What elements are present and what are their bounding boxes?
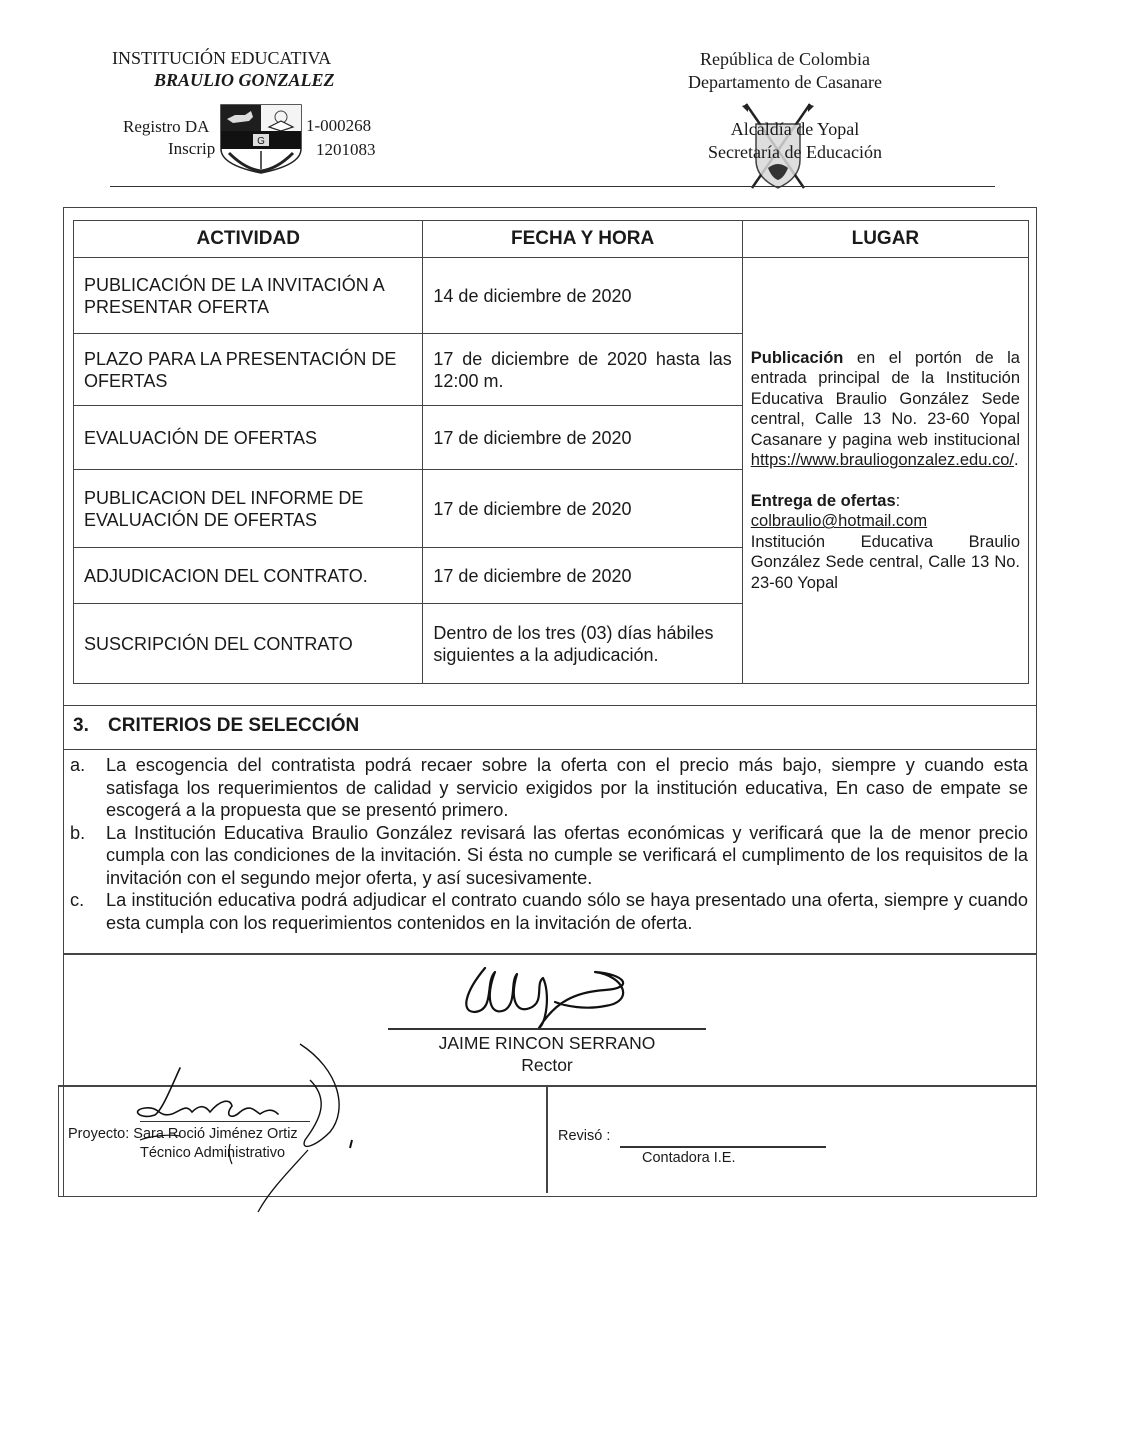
criteria-list <box>70 754 1028 934</box>
column-header-fecha: FECHA Y HORA <box>423 221 742 258</box>
rector-signature-line <box>388 1028 706 1030</box>
fecha-cell: 17 de diciembre de 2020 <box>423 406 742 470</box>
institution-name: BRAULIO GONZALEZ <box>154 70 335 90</box>
lugar-cell <box>742 258 1028 684</box>
entrega-address: Institución Educativa Braulio González Sede central, Calle 13 No. 23-60 Yopal <box>750 532 1020 592</box>
school-crest-icon <box>219 103 303 175</box>
fecha-cell: 17 de diciembre de 2020 hasta las 12:00 m. <box>423 334 742 406</box>
website-link[interactable]: https://www.brauliogonzalez.edu.co/ <box>750 451 1015 470</box>
spacer <box>751 471 1020 491</box>
institution-header <box>112 47 372 91</box>
fecha-cell: Dentro de los tres (03) días hábiles siguientes a la adjudicación. <box>423 604 742 684</box>
secretaria-label: Secretaría de Educación <box>708 142 882 162</box>
list-item <box>70 889 1028 934</box>
column-header-lugar: LUGAR <box>742 221 1028 258</box>
entrega-colon: : <box>895 491 901 510</box>
rector-signature-icon <box>455 962 655 1032</box>
table-header-row <box>74 221 1029 258</box>
list-item-text: La Institución Educativa Braulio González revisará las ofertas económicas y verificará que la de menor precio cumpla con las condiciones de la invitación. Si ésta no cumple se verificará el cumplimento de los requisitos de la invitación con el segundo mejor oferta, y así sucesivamente. <box>106 822 1028 888</box>
actividad-cell: PUBLICACIÓN DE LA INVITACIÓN A PRESENTAR OFERTA <box>74 258 423 334</box>
proyecto-label: Proyecto: Sara Roció Jiménez Ortiz <box>68 1126 298 1142</box>
department-label: Departamento de Casanare <box>688 72 882 92</box>
list-item-label: b. <box>70 822 86 843</box>
section-number: 3. <box>73 715 89 736</box>
proyecto-signature-icon <box>120 1040 360 1220</box>
proyecto-role: Técnico Administrativo <box>140 1145 286 1161</box>
rector-name: JAIME RINCON SERRANO <box>438 1033 656 1053</box>
publicacion-heading: Publicación <box>750 348 844 367</box>
actividad-cell: SUSCRIPCIÓN DEL CONTRATO <box>74 604 423 684</box>
reviso-label: Revisó : <box>558 1128 611 1144</box>
municipal-header <box>690 118 900 164</box>
section-heading <box>63 705 1037 750</box>
actividad-cell: EVALUACIÓN DE OFERTAS <box>74 406 423 470</box>
section-title: CRITERIOS DE SELECCIÓN <box>108 715 360 736</box>
entrega-heading: Entrega de ofertas <box>750 491 896 510</box>
registro-number: 1-000268 <box>306 116 372 135</box>
fecha-cell: 17 de diciembre de 2020 <box>423 548 742 604</box>
government-header <box>670 48 900 94</box>
section-divider <box>63 953 1037 955</box>
table-row <box>74 258 1029 334</box>
country-label: República de Colombia <box>700 49 870 69</box>
fecha-cell: 14 de diciembre de 2020 <box>423 258 742 334</box>
website-link-suffix: . <box>1014 451 1019 470</box>
inscripcion-number: 1201083 <box>316 140 376 159</box>
list-item <box>70 754 1028 822</box>
institution-type: INSTITUCIÓN EDUCATIVA <box>112 48 332 68</box>
reviso-signature-line <box>620 1146 826 1148</box>
header-divider <box>110 186 995 187</box>
registration-block <box>123 116 215 160</box>
rector-title: Rector <box>521 1055 573 1075</box>
fecha-cell: 17 de diciembre de 2020 <box>423 470 742 548</box>
svg-text:G: G <box>257 136 265 147</box>
list-item-label: c. <box>70 890 85 910</box>
schedule-table <box>73 220 1029 684</box>
list-item-label: a. <box>70 755 86 775</box>
publicacion-text: en el portón de la entrada principal de la Institución Educativa Braulio González Sede central, Calle 13 No. 23-60 Yopal Casanare y pagina web institucional <box>750 348 1020 449</box>
reviso-role: Contadora I.E. <box>642 1150 736 1166</box>
email-link[interactable]: colbraulio@hotmail.com <box>750 512 928 531</box>
actividad-cell: ADJUDICACION DEL CONTRATO. <box>74 548 423 604</box>
column-header-actividad: ACTIVIDAD <box>74 221 423 258</box>
list-item-text: La institución educativa podrá adjudicar el contrato cuando sólo se haya presentado una oferta, siempre y cuando esta cumpla con los requerimientos contenidos en la invitación de oferta. <box>106 890 1028 933</box>
actividad-cell: PLAZO PARA LA PRESENTACIÓN DE OFERTAS <box>74 334 423 406</box>
approval-column-divider <box>546 1085 548 1193</box>
list-item-text: La escogencia del contratista podrá recaer sobre la oferta con el precio más bajo, siempre y cuando esta satisfaga los requerimientos de calidad y servicio exigidos por la institución educativa, En caso de empate se escogerá a la propuesta que se presentó primero. <box>106 755 1028 820</box>
actividad-cell: PUBLICACION DEL INFORME DE EVALUACIÓN DE OFERTAS <box>74 470 423 548</box>
registro-label: Registro DA <box>123 117 210 136</box>
list-item <box>70 822 1028 890</box>
inscripcion-label: Inscrip <box>168 139 216 158</box>
alcaldia-label: Alcaldía de Yopal <box>730 119 860 139</box>
